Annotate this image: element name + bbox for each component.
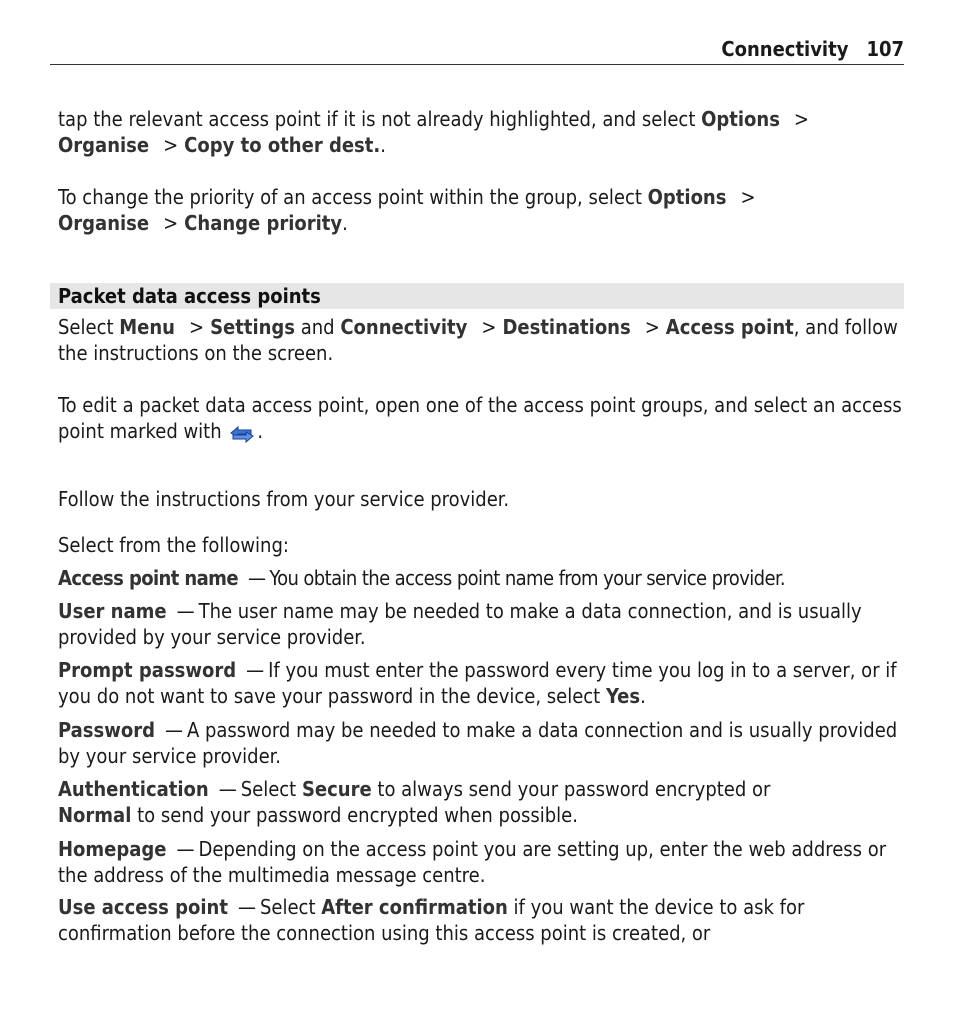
item-term: User name [58,599,167,623]
item-term: Prompt password [58,658,237,682]
item-term: Authentication [58,777,209,801]
paragraph-text: tap the relevant access point if it is not already highlighted, and select [58,107,696,131]
page-number: 107 [866,37,904,61]
path-separator: > [163,211,179,235]
menu-change-priority: Change priority [184,211,343,235]
item-text: if you want the device to ask for confirmation before the connection using this access point is created, or [58,895,805,945]
list-item [58,776,904,828]
path-separator: > [189,315,205,339]
option-normal: Normal [58,803,132,827]
item-text: Select [240,777,297,801]
list-item [58,836,904,888]
paragraph-text: , and follow the instructions on the screen. [58,315,898,365]
section-heading: Packet data access points [58,284,321,308]
item-term: Use access point [58,895,228,919]
path-separator: > [163,133,179,157]
list-item [58,565,904,591]
item-dash: — [164,718,183,742]
list-item [58,894,904,946]
list-item [58,598,904,650]
item-text: . [640,684,646,708]
option-yes: Yes [605,684,641,708]
item-dash: — [246,658,265,682]
list-item [58,717,904,769]
paragraph-text: Select [58,315,114,339]
page-header [50,36,904,65]
option-secure: Secure [301,777,372,801]
header-section-title: Connectivity [721,37,849,61]
paragraph-follow-instructions [58,486,904,512]
list-item [58,657,904,709]
path-separator: > [644,315,660,339]
item-term: Password [58,718,155,742]
item-dash: — [237,895,256,919]
item-text: If you must enter the password every time you log in to a server, or if you do not want to save your password in the device, select [58,658,897,708]
paragraph-text: and [300,315,335,339]
item-text: The user name may be needed to make a data connection, and is usually provided by your service provider. [58,599,862,649]
menu-organise: Organise [58,133,150,157]
item-dash: — [247,566,266,590]
item-term: Access point name [58,566,238,590]
menu-menu: Menu [119,315,175,339]
paragraph-text: To change the priority of an access point within the group, select [58,185,642,209]
path-separator: > [740,185,756,209]
item-term: Homepage [58,837,167,861]
paragraph-text: Follow the instructions from your service provider. [58,487,510,511]
item-text: Depending on the access point you are setting up, enter the web address or the address of the multimedia message centre. [58,837,887,887]
paragraph-text: Select from the following: [58,533,289,557]
paragraph-edit-access-point [58,392,904,444]
paragraph-text: To edit a packet data access point, open one of the access point groups, and select an access point marked with [58,393,902,443]
item-text: A password may be needed to make a data connection and is usually provided by your service provider. [58,718,898,768]
paragraph-text: . [380,133,386,157]
packet-data-arrows-icon [227,424,257,444]
item-text: to send your password encrypted when possible. [137,803,578,827]
menu-settings: Settings [210,315,296,339]
item-dash: — [176,599,195,623]
paragraph-change-priority [58,184,904,236]
menu-destinations: Destinations [502,315,631,339]
item-text: You obtain the access point name from your service provider. [269,566,786,590]
item-text: to always send your password encrypted or [377,777,771,801]
item-dash: — [176,837,195,861]
menu-copy-to-other-dest: Copy to other dest. [184,133,381,157]
paragraph-text: . [257,419,264,443]
menu-connectivity: Connectivity [340,315,468,339]
section-heading-bar [50,283,904,309]
menu-organise: Organise [58,211,150,235]
menu-access-point: Access point [665,315,794,339]
option-after-confirmation: After confirmation [321,895,508,919]
path-separator: > [481,315,497,339]
item-text: Select [259,895,316,919]
item-dash: — [218,777,237,801]
path-separator: > [793,107,809,131]
menu-options: Options [647,185,727,209]
paragraph-select-from [58,532,904,558]
paragraph-text: . [342,211,348,235]
paragraph-copy-to-destination [58,106,904,158]
paragraph-select-access-point [58,314,904,366]
menu-options: Options [701,107,780,131]
